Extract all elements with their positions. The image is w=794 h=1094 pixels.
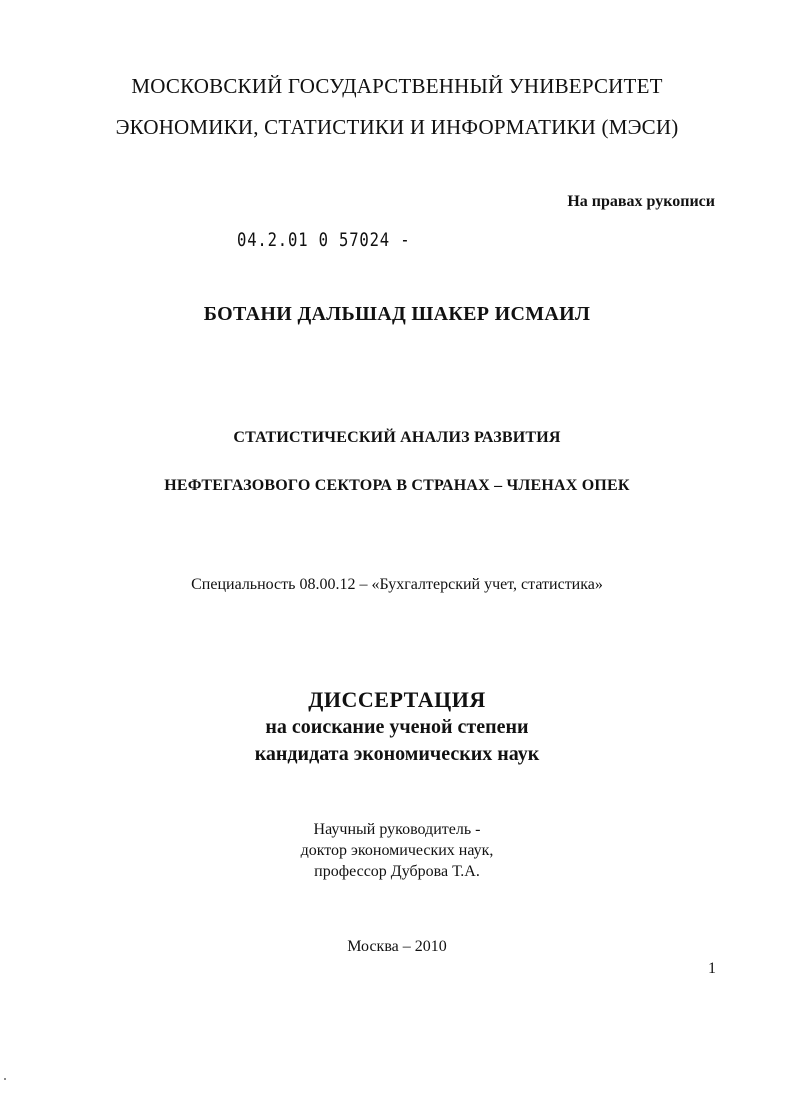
- scan-speck: [4, 1078, 6, 1080]
- catalog-stamp: 04.2.01 0 57024 -: [237, 229, 411, 251]
- dissertation-heading: ДИССЕРТАЦИЯ: [308, 687, 486, 712]
- field-line: кандидата экономических наук: [254, 743, 540, 765]
- thesis-title-line2: НЕФТЕГАЗОВОГО СЕКТОРА В СТРАНАХ – ЧЛЕНАХ ОПЕК: [164, 477, 630, 494]
- university-name-line1: МОСКОВСКИЙ ГОСУДАРСТВЕННЫЙ УНИВЕРСИТЕТ: [131, 74, 663, 98]
- supervisor-name: профессор Дуброва Т.А.: [314, 863, 480, 880]
- city-year: Москва – 2010: [347, 938, 447, 955]
- specialty: Специальность 08.00.12 – «Бухгалтерский учет, статистика»: [191, 576, 603, 593]
- manuscript-note: На правах рукописи: [567, 193, 715, 210]
- supervisor-label: Научный руководитель -: [313, 821, 481, 838]
- author-name: БОТАНИ ДАЛЬШАД ШАКЕР ИСМАИЛ: [203, 303, 591, 325]
- degree-line: на соискание ученой степени: [265, 716, 529, 738]
- page-number: 1: [708, 960, 716, 977]
- supervisor-degree: доктор экономических наук,: [300, 842, 494, 859]
- university-name-line2: ЭКОНОМИКИ, СТАТИСТИКИ И ИНФОРМАТИКИ (МЭСИ): [115, 115, 679, 139]
- thesis-title-line1: СТАТИСТИЧЕСКИЙ АНАЛИЗ РАЗВИТИЯ: [233, 429, 561, 446]
